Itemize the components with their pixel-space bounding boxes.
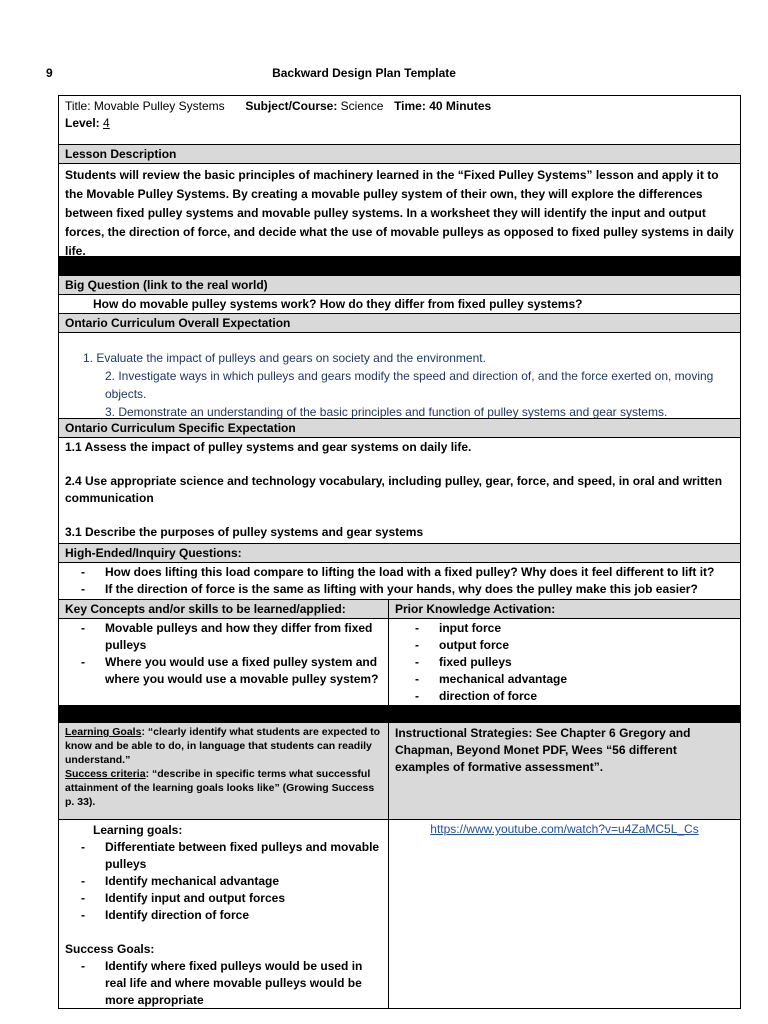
success-goals-heading: Success Goals: xyxy=(65,942,155,956)
prior-knowledge-item: - input force xyxy=(415,620,740,637)
level-label: Level: xyxy=(65,116,100,130)
time-label: Time: xyxy=(394,99,426,113)
lesson-plan-table xyxy=(58,95,741,1009)
specific-expectation-item: 3.1 Describe the purposes of pulley systems and gear systems xyxy=(65,525,424,539)
divider-bar xyxy=(59,257,740,276)
title-label: Title: xyxy=(65,99,91,113)
learning-goal-item: - Identify mechanical advantage xyxy=(81,873,380,890)
concepts-body-row xyxy=(59,619,740,706)
overall-expectation-item: 3. Demonstrate an understanding of the basic principles and function of pulley systems and gear systems. xyxy=(105,405,668,419)
big-question-text: How do movable pulley systems work? How do they differ from fixed pulley systems? xyxy=(59,295,740,314)
big-question-heading: Big Question (link to the real world) xyxy=(59,276,740,295)
key-concept-item: - Where you would use a fixed pulley system and where you would use a movable pulley system? xyxy=(81,654,380,688)
level-value: 4 xyxy=(103,116,110,130)
goals-header-row xyxy=(59,723,740,820)
learning-goal-item: - Identify direction of force xyxy=(81,907,380,924)
inquiry-list xyxy=(59,563,740,600)
specific-expectation-heading: Ontario Curriculum Specific Expectation xyxy=(59,419,740,438)
key-concepts-heading: Key Concepts and/or skills to be learned/applied: xyxy=(59,600,389,618)
overall-expectation-list xyxy=(59,333,740,419)
success-criteria-label: Success criteria xyxy=(65,768,146,780)
instructional-strategies: Instructional Strategies: See Chapter 6 Gregory and Chapman, Beyond Monet PDF, Wees “56 different examples of formative assessment”. xyxy=(395,726,691,774)
specific-expectation-item: 1.1 Assess the impact of pulley systems and gear systems on daily life. xyxy=(65,440,472,454)
specific-expectation-list xyxy=(59,438,740,544)
overall-expectation-item: 1. Evaluate the impact of pulleys and gears on society and the environment. xyxy=(83,351,486,365)
youtube-link[interactable]: https://www.youtube.com/watch?v=u4ZaMC5L_Cs xyxy=(430,822,699,836)
learning-goals-label: Learning Goals xyxy=(65,726,142,738)
title-row xyxy=(59,96,740,145)
key-concept-item: - Movable pulleys and how they differ from fixed pulleys xyxy=(81,620,380,654)
inquiry-heading: High-Ended/Inquiry Questions: xyxy=(59,544,740,563)
document-title: Backward Design Plan Template xyxy=(272,66,456,80)
learning-goal-item: - Differentiate between fixed pulleys and movable pulleys xyxy=(81,839,380,873)
specific-expectation-item: 2.4 Use appropriate science and technology vocabulary, including pulley, gear, force, and speed, in oral and written communication xyxy=(65,474,723,505)
overall-expectation-item: 2. Investigate ways in which pulleys and gears modify the speed and direction of, and the force exerted on, moving objects. xyxy=(105,369,714,401)
prior-knowledge-item: - mechanical advantage xyxy=(415,671,740,688)
learning-goals-heading: Learning goals: xyxy=(93,823,183,837)
time-value: 40 Minutes xyxy=(429,99,492,113)
success-goal-item: - Identify where fixed pulleys would be used in real life and where movable pulleys would be more appropriate xyxy=(81,958,380,1009)
overall-expectation-heading: Ontario Curriculum Overall Expectation xyxy=(59,314,740,333)
lesson-description-heading: Lesson Description xyxy=(59,145,740,164)
page-number: 9 xyxy=(46,66,53,80)
prior-knowledge-item: - direction of force xyxy=(415,688,740,705)
subject-value: Science xyxy=(340,99,384,113)
inquiry-question: - If the direction of force is the same as lifting with your hands, why does the pulley make this job easier? xyxy=(81,581,740,598)
title-value: Movable Pulley Systems xyxy=(93,99,225,113)
prior-knowledge-item: - fixed pulleys xyxy=(415,654,740,671)
concepts-header-row xyxy=(59,600,740,619)
goals-body-row xyxy=(59,820,740,1008)
prior-knowledge-heading: Prior Knowledge Activation: xyxy=(389,600,740,618)
success-criteria-definition: : “describe in specific terms what successful attainment of the learning goals looks like” (Growing Success p. 33). xyxy=(65,768,375,808)
inquiry-question: - How does lifting this load compare to lifting the load with a fixed pulley? Why does it feel different to lift it? xyxy=(81,564,740,581)
learning-goals-definition: : “clearly identify what students are expected to know and be able to do, in language that students can readily understand.” xyxy=(65,726,381,766)
learning-goal-item: - Identify input and output forces xyxy=(81,890,380,907)
divider-bar xyxy=(59,706,740,723)
prior-knowledge-item: - output force xyxy=(415,637,740,654)
lesson-description-text: Students will review the basic principles of machinery learned in the “Fixed Pulley Systems” lesson and apply it to the Movable Pulley Systems. By creating a movable pulley system of their own, they will explore the differences between fixed pulley systems and movable pulley systems. In a worksheet they will identify the input and output forces, the direction of force, and decide what the use of movable pulleys as opposed to fixed pulley systems in daily life. xyxy=(59,164,740,257)
subject-label: Subject/Course: xyxy=(245,99,338,113)
